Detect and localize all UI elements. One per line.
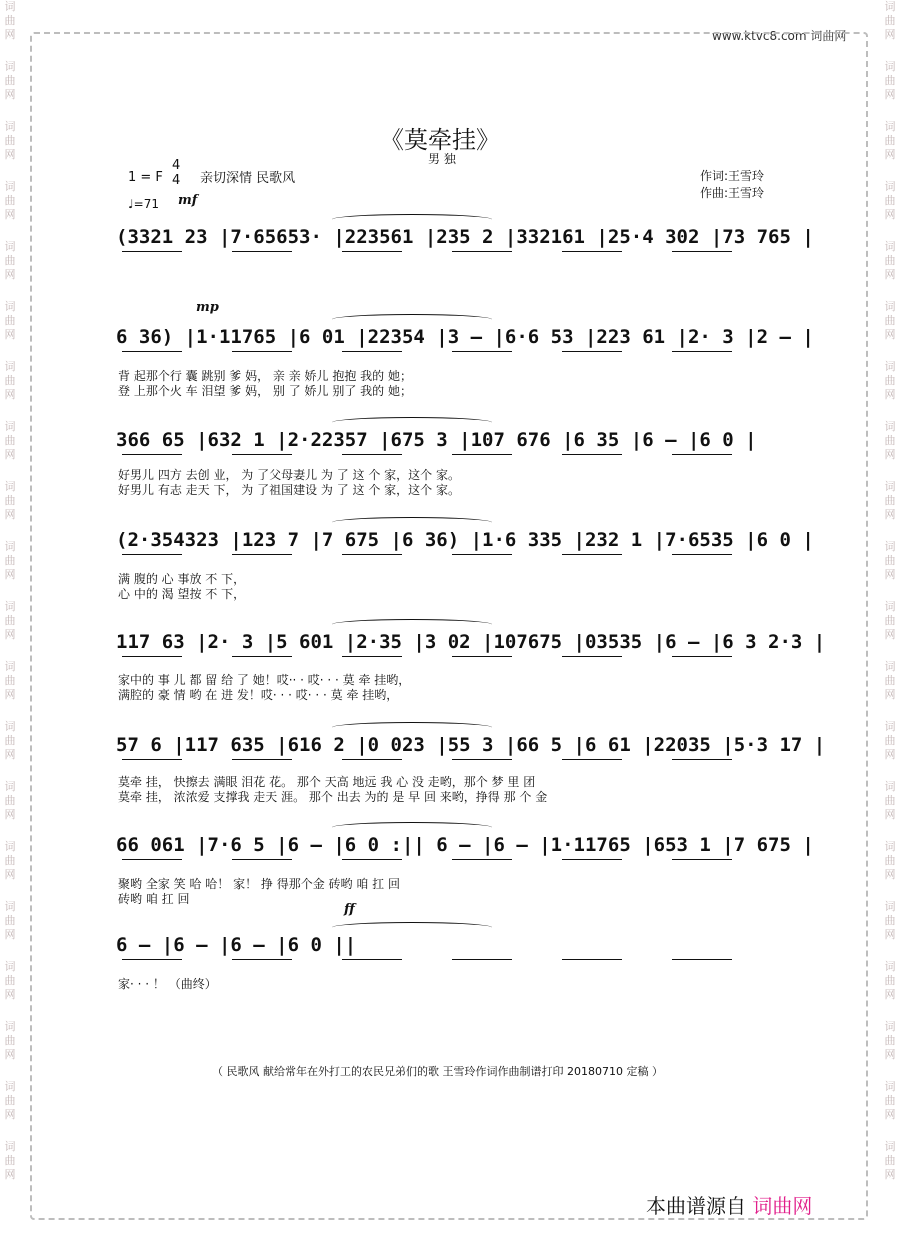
- beam-line: [452, 959, 512, 960]
- lyric-line: 聚哟 全家 笑 哈 哈！ 家！ 挣 得那个金 砖哟 咱 扛 回: [118, 877, 400, 891]
- lyric-line: 心 中的 渴 望按 不 下，: [118, 587, 246, 601]
- beam-line: [342, 554, 402, 555]
- side-watermark-left: [2, 0, 18, 1200]
- side-watermark-text: 词 曲 网: [884, 960, 896, 1001]
- notation-notes: 366 65 |632 1 |2·22357 |675 3 |107 676 |6 35 |6 – |6 0 |: [116, 429, 757, 451]
- beam-line: [672, 454, 732, 455]
- lyric-line: 家中的 事 儿 都 留 给 了 她！哎·· · 哎· · · 莫 牵 挂哟，: [118, 673, 411, 687]
- beam-line: [452, 454, 512, 455]
- side-watermark-text: 词 曲 网: [4, 600, 16, 641]
- notation-row: [112, 730, 826, 760]
- beam-line: [562, 554, 622, 555]
- notation-row: [112, 425, 802, 455]
- beam-line: [232, 454, 292, 455]
- side-watermark-text: 词 曲 网: [4, 660, 16, 701]
- side-watermark-text: 词 曲 网: [884, 720, 896, 761]
- notation-row: [112, 830, 814, 860]
- beam-line: [672, 251, 732, 252]
- side-watermark-text: 词 曲 网: [884, 1140, 896, 1181]
- notation-notes: (2·354323 |123 7 |7 675 |6 36) |1·6 335 |232 1 |7·6535 |6 0 |: [116, 529, 814, 551]
- beam-line: [342, 859, 402, 860]
- slur-mark: [332, 922, 492, 933]
- beam-line: [232, 351, 292, 352]
- beam-line: [232, 959, 292, 960]
- lyric-line: 好男儿 四方 去创 业， 为 了父母妻儿 为 了 这 个 家，这个 家。: [118, 468, 460, 482]
- slur-mark: [332, 517, 492, 528]
- beam-line: [562, 959, 622, 960]
- side-watermark-text: 词 曲 网: [884, 1020, 896, 1061]
- side-watermark-text: 词 曲 网: [4, 1080, 16, 1121]
- beam-line: [562, 859, 622, 860]
- beam-line: [452, 656, 512, 657]
- notation-row: [112, 627, 826, 657]
- notation-notes: 117 63 |2· 3 |5 601 |2·35 |3 02 |107675 |03535 |6 – |6 3 2·3 |: [116, 631, 826, 653]
- side-watermark-text: 词 曲 网: [884, 360, 896, 401]
- side-watermark-text: 词 曲 网: [884, 780, 896, 821]
- dynamic-mp: mp: [196, 300, 219, 315]
- beam-line: [672, 554, 732, 555]
- dynamic-ff: ff: [344, 902, 355, 917]
- side-watermark-text: 词 曲 网: [4, 300, 16, 341]
- lyricist-credit: 作词:王雪玲: [700, 169, 765, 183]
- side-watermark-text: 词 曲 网: [884, 540, 896, 581]
- side-watermark-text: 词 曲 网: [884, 480, 896, 521]
- slur-mark: [332, 822, 492, 833]
- time-signature: [172, 158, 180, 188]
- beam-line: [122, 251, 182, 252]
- lyric-line: 家· · · ！ （曲终）: [118, 977, 217, 991]
- notation-notes: 6 – |6 – |6 – |6 0 ||: [116, 934, 357, 956]
- site-name: 词曲网: [810, 29, 847, 43]
- side-watermark-text: 词 曲 网: [4, 540, 16, 581]
- side-watermark-text: 词 曲 网: [4, 840, 16, 881]
- side-watermark-text: 词 曲 网: [884, 0, 896, 41]
- beam-line: [122, 554, 182, 555]
- slur-mark: [332, 619, 492, 630]
- footer-note: （ 民歌风 献给常年在外打工的农民兄弟们的歌 王雪玲作词作曲制谱打印 20180710 定稿 ）: [212, 1065, 663, 1078]
- lyric-line: 背 起那个行 囊 跳别 爹 妈， 亲 亲 娇儿 抱抱 我的 她；: [118, 369, 412, 383]
- side-watermark-text: 词 曲 网: [884, 120, 896, 161]
- beam-line: [232, 251, 292, 252]
- dynamic-mf: mf: [178, 193, 198, 208]
- slur-mark: [332, 214, 492, 225]
- side-watermark-right: [882, 0, 898, 1200]
- beam-line: [232, 759, 292, 760]
- beam-line: [562, 251, 622, 252]
- beam-line: [122, 859, 182, 860]
- side-watermark-text: 词 曲 网: [884, 180, 896, 221]
- lyric-line: 砖哟 咱 扛 回: [118, 892, 190, 906]
- beam-line: [672, 656, 732, 657]
- side-watermark-text: 词 曲 网: [4, 0, 16, 41]
- slur-mark: [332, 314, 492, 325]
- side-watermark-text: 词 曲 网: [4, 360, 16, 401]
- meter-bottom: 4: [172, 173, 181, 188]
- beam-line: [452, 759, 512, 760]
- lyric-line: 莫牵 挂， 快擦去 满眼 泪花 花。 那个 天高 地远 我 心 没 走哟，那个 梦 里 团: [118, 775, 536, 789]
- side-watermark-text: 词 曲 网: [4, 720, 16, 761]
- beam-line: [562, 454, 622, 455]
- side-watermark-text: 词 曲 网: [884, 60, 896, 101]
- beam-line: [232, 656, 292, 657]
- notation-notes: 57 6 |117 635 |616 2 |0 023 |55 3 |66 5 |6 61 |22035 |5·3 17 |: [116, 734, 826, 756]
- lyric-line: 莫牵 挂， 浓浓爱 支撑我 走天 涯。 那个 出去 为的 是 早 回 来哟，挣得 那 个 金: [118, 790, 548, 804]
- beam-line: [672, 351, 732, 352]
- beam-line: [232, 554, 292, 555]
- composer-credit: 作曲:王雪玲: [700, 186, 765, 200]
- source-brand: [646, 1190, 812, 1219]
- beam-line: [452, 251, 512, 252]
- beam-line: [672, 959, 732, 960]
- side-watermark-text: 词 曲 网: [884, 240, 896, 281]
- key-signature: 1 = F: [128, 170, 163, 185]
- lyric-line: 登 上那个火 车 泪望 爹 妈， 别 了 娇儿 别了 我的 她；: [118, 384, 412, 398]
- side-watermark-text: 词 曲 网: [4, 1140, 16, 1181]
- beam-line: [232, 859, 292, 860]
- notation-row: [112, 222, 814, 252]
- side-watermark-text: 词 曲 网: [884, 600, 896, 641]
- side-watermark-text: 词 曲 网: [4, 420, 16, 461]
- lyric-line: 满腔的 豪 情 哟 在 进 发！哎· · · 哎· · · 莫 牵 挂哟，: [118, 688, 399, 702]
- song-subtitle: 男 独: [428, 152, 456, 166]
- side-watermark-text: 词 曲 网: [884, 660, 896, 701]
- beam-line: [342, 959, 402, 960]
- beam-line: [452, 859, 512, 860]
- site-url[interactable]: www.ktvc8.com: [712, 29, 807, 43]
- beam-line: [452, 351, 512, 352]
- beam-line: [342, 656, 402, 657]
- notation-row: [112, 930, 802, 960]
- meter-top: 4: [172, 158, 181, 173]
- slur-mark: [332, 722, 492, 733]
- beam-line: [122, 351, 182, 352]
- notation-notes: 66 061 |7·6 5 |6 – |6 0 :|| 6 – |6 – |1·11765 |653 1 |7 675 |: [116, 834, 814, 856]
- lyric-line: 好男儿 有志 走天 下， 为 了祖国建设 为 了 这 个 家，这个 家。: [118, 483, 460, 497]
- beam-line: [342, 351, 402, 352]
- beam-line: [562, 351, 622, 352]
- side-watermark-text: 词 曲 网: [4, 780, 16, 821]
- source-brand-name[interactable]: 词曲网: [752, 1194, 813, 1218]
- side-watermark-text: 词 曲 网: [884, 900, 896, 941]
- tempo-marking: ♩=71: [128, 197, 159, 211]
- notation-notes: 6 36) |1·11765 |6 01 |22354 |3 – |6·6 53 |223 61 |2· 3 |2 – |: [116, 326, 814, 348]
- beam-line: [342, 454, 402, 455]
- beam-line: [122, 959, 182, 960]
- notation-notes: (3321 23 |7·65653· |223561 |235 2 |332161 |25·4 302 |73 765 |: [116, 226, 814, 248]
- beam-line: [122, 656, 182, 657]
- side-watermark-text: 词 曲 网: [4, 60, 16, 101]
- side-watermark-text: 词 曲 网: [4, 120, 16, 161]
- notation-row: [112, 525, 814, 555]
- side-watermark-text: 词 曲 网: [4, 240, 16, 281]
- beam-line: [122, 759, 182, 760]
- side-watermark-text: 词 曲 网: [884, 840, 896, 881]
- beam-line: [562, 656, 622, 657]
- beam-line: [452, 554, 512, 555]
- side-watermark-text: 词 曲 网: [4, 960, 16, 1001]
- style-marking: 亲切深情 民歌风: [200, 171, 296, 186]
- beam-line: [672, 859, 732, 860]
- beam-line: [122, 454, 182, 455]
- side-watermark-text: 词 曲 网: [884, 420, 896, 461]
- lyric-line: 满 腹的 心 事放 不 下，: [118, 572, 246, 586]
- beam-line: [342, 759, 402, 760]
- song-title: 《莫牵挂》: [380, 126, 500, 154]
- side-watermark-text: 词 曲 网: [4, 1020, 16, 1061]
- beam-line: [672, 759, 732, 760]
- beam-line: [562, 759, 622, 760]
- slur-mark: [332, 417, 492, 428]
- side-watermark-text: 词 曲 网: [884, 1080, 896, 1121]
- side-watermark-text: 词 曲 网: [884, 300, 896, 341]
- side-watermark-text: 词 曲 网: [4, 900, 16, 941]
- notation-row: [112, 322, 814, 352]
- source-brand-text: 本曲谱源自: [646, 1194, 746, 1218]
- side-watermark-text: 词 曲 网: [4, 480, 16, 521]
- beam-line: [342, 251, 402, 252]
- side-watermark-text: 词 曲 网: [4, 180, 16, 221]
